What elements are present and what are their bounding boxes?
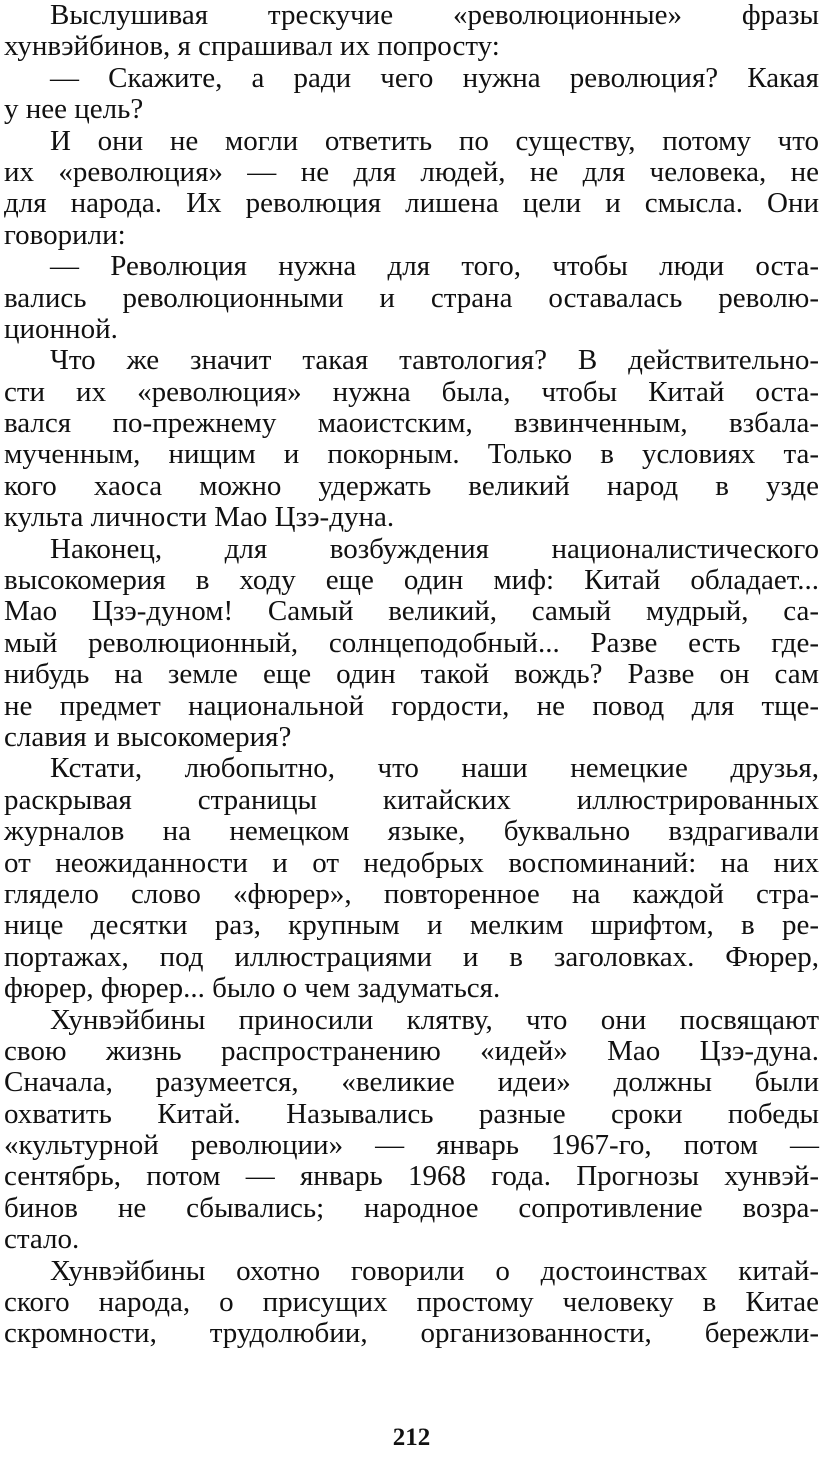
text-line: их «революция» — не для людей, не для человека, не bbox=[4, 155, 819, 188]
text-line: портажах, под иллюстрациями и в заголовках. Фюрер, bbox=[4, 940, 819, 973]
text-line: Кстати, любопытно, что наши немецкие друзья, bbox=[50, 752, 819, 785]
text-line: культа личности Мао Цзэ-дуна. bbox=[4, 501, 395, 534]
text-line: вались революционными и страна оставалась револю- bbox=[4, 281, 819, 314]
page-number: 212 bbox=[392, 1424, 431, 1451]
text-line: фюрер, фюрер... было о чем задуматься. bbox=[4, 972, 501, 1005]
text-line: Наконец, для возбуждения националистического bbox=[50, 532, 819, 565]
text-line: говорили: bbox=[4, 218, 126, 251]
text-line: глядело слово «фюрер», повторенное на каждой стра- bbox=[4, 877, 819, 910]
text-line: — Скажите, а ради чего нужна революция? Какая bbox=[50, 61, 819, 94]
text-line: вался по-прежнему маоистским, взвинченным, взбала- bbox=[4, 407, 819, 440]
text-line: для народа. Их революция лишена цели и смысла. Они bbox=[4, 187, 819, 220]
text-line: — Революция нужна для того, чтобы люди оста- bbox=[50, 250, 819, 283]
text-line: от неожиданности и от недобрых воспоминаний: на них bbox=[4, 846, 819, 879]
text-line: Хунвэйбины охотно говорили о достоинствах китай- bbox=[50, 1254, 819, 1287]
text-line: хунвэйбинов, я спрашивал их попросту: bbox=[4, 30, 500, 63]
text-line: стало. bbox=[4, 1223, 80, 1256]
text-line: кого хаоса можно удержать великий народ в узде bbox=[4, 469, 819, 502]
text-line: сти их «революция» нужна была, чтобы Китай оста- bbox=[4, 375, 819, 408]
text-line: Что же значит такая тавтология? В действительно- bbox=[50, 344, 819, 377]
text-line: не предмет национальной гордости, не повод для тще- bbox=[4, 689, 819, 722]
text-line: бинов не сбывались; народное сопротивление возра- bbox=[4, 1191, 819, 1224]
text-line: мый революционный, солнцеподобный... Разве есть где- bbox=[4, 626, 819, 659]
text-line: ционной. bbox=[4, 312, 118, 345]
text-line: мученным, нищим и покорным. Только в условиях та- bbox=[4, 438, 819, 471]
body-text bbox=[4, 0, 819, 1350]
text-line: Мао Цзэ-дуном! Самый великий, самый мудрый, са- bbox=[4, 595, 819, 628]
text-line: И они не могли ответить по существу, потому что bbox=[50, 124, 819, 157]
text-line: сентябрь, потом — январь 1968 года. Прогнозы хунвэй- bbox=[4, 1160, 819, 1193]
text-line: Хунвэйбины приносили клятву, что они посвящают bbox=[50, 1003, 819, 1036]
text-line: нице десятки раз, крупным и мелким шрифтом, в ре- bbox=[4, 909, 819, 942]
text-line: нибудь на земле еще один такой вождь? Разве он сам bbox=[4, 658, 819, 691]
text-line: скромности, трудолюбии, организованности, бережли- bbox=[4, 1317, 819, 1350]
text-line: свою жизнь распространению «идей» Мао Цзэ-дуна. bbox=[4, 1034, 819, 1067]
text-line: Выслушивая трескучие «революционные» фразы bbox=[50, 0, 819, 31]
text-line: ского народа, о присущих простому человеку в Китае bbox=[4, 1286, 819, 1319]
text-line: высокомерия в ходу еще один миф: Китай обладает... bbox=[4, 564, 819, 597]
text-line: славия и высокомерия? bbox=[4, 720, 292, 753]
text-line: журналов на немецком языке, буквально вздрагивали bbox=[4, 815, 819, 848]
text-line: у нее цель? bbox=[4, 93, 144, 126]
text-line: раскрывая страницы китайских иллюстрированных bbox=[4, 783, 819, 816]
text-line: Сначала, разумеется, «великие идеи» должны были bbox=[4, 1066, 819, 1099]
text-line: охватить Китай. Назывались разные сроки победы bbox=[4, 1097, 819, 1130]
text-line: «культурной революции» — январь 1967-го, потом — bbox=[4, 1129, 819, 1162]
